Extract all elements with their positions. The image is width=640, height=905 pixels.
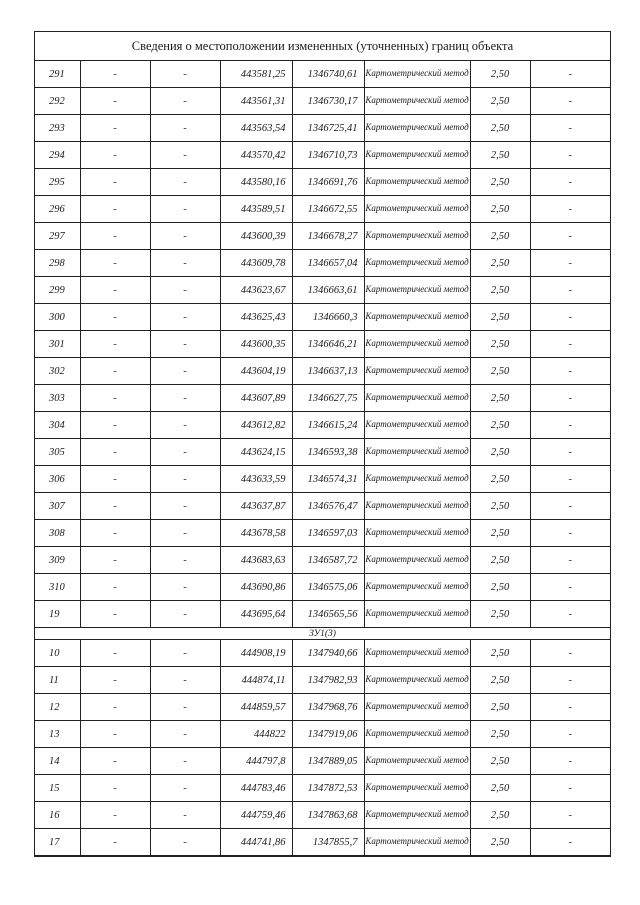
method-cell: Картометрический метод — [364, 667, 470, 694]
prev-x-cell: - — [80, 115, 150, 142]
prev-y-cell: - — [150, 169, 220, 196]
prev-x-cell: - — [80, 574, 150, 601]
table-row — [35, 385, 610, 412]
x-coordinate-cell: 444874,11 — [220, 667, 292, 694]
prev-x-cell: - — [80, 721, 150, 748]
accuracy-cell: 2,50 — [470, 601, 530, 628]
table-row — [35, 61, 610, 88]
table-row — [35, 601, 610, 628]
group-separator — [35, 628, 610, 640]
point-number-cell: 307 — [35, 493, 80, 520]
table-row — [35, 667, 610, 694]
y-coordinate-cell: 1347919,06 — [292, 721, 364, 748]
accuracy-cell: 2,50 — [470, 439, 530, 466]
method-cell: Картометрический метод — [364, 802, 470, 829]
prev-x-cell: - — [80, 196, 150, 223]
accuracy-cell: 2,50 — [470, 304, 530, 331]
point-number-cell: 17 — [35, 829, 80, 856]
accuracy-cell: 2,50 — [470, 169, 530, 196]
method-cell: Картометрический метод — [364, 358, 470, 385]
x-coordinate-cell: 443570,42 — [220, 142, 292, 169]
description-cell: - — [530, 721, 610, 748]
x-coordinate-cell: 443607,89 — [220, 385, 292, 412]
prev-y-cell: - — [150, 196, 220, 223]
prev-x-cell: - — [80, 250, 150, 277]
table-row — [35, 115, 610, 142]
x-coordinate-cell: 444741,86 — [220, 829, 292, 856]
description-cell: - — [530, 520, 610, 547]
y-coordinate-cell: 1346725,41 — [292, 115, 364, 142]
prev-x-cell: - — [80, 142, 150, 169]
description-cell: - — [530, 667, 610, 694]
point-number-cell: 16 — [35, 802, 80, 829]
accuracy-cell: 2,50 — [470, 115, 530, 142]
method-cell: Картометрический метод — [364, 640, 470, 667]
x-coordinate-cell: 443612,82 — [220, 412, 292, 439]
x-coordinate-cell: 443600,35 — [220, 331, 292, 358]
x-coordinate-cell: 443637,87 — [220, 493, 292, 520]
table-row — [35, 493, 610, 520]
prev-y-cell: - — [150, 250, 220, 277]
accuracy-cell: 2,50 — [470, 829, 530, 856]
description-cell: - — [530, 601, 610, 628]
method-cell: Картометрический метод — [364, 331, 470, 358]
description-cell: - — [530, 88, 610, 115]
y-coordinate-cell: 1347872,53 — [292, 775, 364, 802]
y-coordinate-cell: 1346710,73 — [292, 142, 364, 169]
method-cell: Картометрический метод — [364, 142, 470, 169]
y-coordinate-cell: 1347968,76 — [292, 694, 364, 721]
prev-x-cell: - — [80, 748, 150, 775]
points-group-1 — [35, 61, 610, 628]
point-number-cell: 309 — [35, 547, 80, 574]
method-cell: Картометрический метод — [364, 829, 470, 856]
method-cell: Картометрический метод — [364, 385, 470, 412]
x-coordinate-cell: 444859,57 — [220, 694, 292, 721]
table-row — [35, 250, 610, 277]
point-number-cell: 14 — [35, 748, 80, 775]
prev-y-cell: - — [150, 694, 220, 721]
accuracy-cell: 2,50 — [470, 520, 530, 547]
x-coordinate-cell: 443580,16 — [220, 169, 292, 196]
accuracy-cell: 2,50 — [470, 358, 530, 385]
y-coordinate-cell: 1346646,21 — [292, 331, 364, 358]
accuracy-cell: 2,50 — [470, 667, 530, 694]
prev-y-cell: - — [150, 439, 220, 466]
method-cell: Картометрический метод — [364, 196, 470, 223]
method-cell: Картометрический метод — [364, 277, 470, 304]
method-cell: Картометрический метод — [364, 250, 470, 277]
table-row — [35, 775, 610, 802]
description-cell: - — [530, 775, 610, 802]
point-number-cell: 10 — [35, 640, 80, 667]
prev-y-cell: - — [150, 88, 220, 115]
table-row — [35, 574, 610, 601]
point-number-cell: 295 — [35, 169, 80, 196]
prev-y-cell: - — [150, 520, 220, 547]
y-coordinate-cell: 1347889,05 — [292, 748, 364, 775]
prev-x-cell: - — [80, 88, 150, 115]
table-row — [35, 547, 610, 574]
table-row — [35, 412, 610, 439]
point-number-cell: 15 — [35, 775, 80, 802]
prev-x-cell: - — [80, 385, 150, 412]
method-cell: Картометрический метод — [364, 520, 470, 547]
x-coordinate-cell: 443589,51 — [220, 196, 292, 223]
point-number-cell: 297 — [35, 223, 80, 250]
x-coordinate-cell: 444783,46 — [220, 775, 292, 802]
prev-y-cell: - — [150, 331, 220, 358]
table-row — [35, 802, 610, 829]
y-coordinate-cell: 1346593,38 — [292, 439, 364, 466]
prev-x-cell: - — [80, 694, 150, 721]
accuracy-cell: 2,50 — [470, 385, 530, 412]
prev-x-cell: - — [80, 547, 150, 574]
description-cell: - — [530, 748, 610, 775]
prev-x-cell: - — [80, 61, 150, 88]
point-number-cell: 306 — [35, 466, 80, 493]
prev-x-cell: - — [80, 331, 150, 358]
y-coordinate-cell: 1346574,31 — [292, 466, 364, 493]
boundary-coordinates-document — [34, 31, 611, 857]
description-cell: - — [530, 439, 610, 466]
accuracy-cell: 2,50 — [470, 775, 530, 802]
method-cell: Картометрический метод — [364, 694, 470, 721]
accuracy-cell: 2,50 — [470, 61, 530, 88]
x-coordinate-cell: 443633,59 — [220, 466, 292, 493]
description-cell: - — [530, 169, 610, 196]
x-coordinate-cell: 444759,46 — [220, 802, 292, 829]
description-cell: - — [530, 115, 610, 142]
method-cell: Картометрический метод — [364, 721, 470, 748]
method-cell: Картометрический метод — [364, 493, 470, 520]
y-coordinate-cell: 1346672,55 — [292, 196, 364, 223]
table-row — [35, 439, 610, 466]
description-cell: - — [530, 493, 610, 520]
point-number-cell: 305 — [35, 439, 80, 466]
method-cell: Картометрический метод — [364, 223, 470, 250]
table-row — [35, 196, 610, 223]
prev-x-cell: - — [80, 775, 150, 802]
y-coordinate-cell: 1347863,68 — [292, 802, 364, 829]
point-number-cell: 308 — [35, 520, 80, 547]
description-cell: - — [530, 694, 610, 721]
prev-x-cell: - — [80, 520, 150, 547]
x-coordinate-cell: 443683,63 — [220, 547, 292, 574]
x-coordinate-cell: 443563,54 — [220, 115, 292, 142]
y-coordinate-cell: 1346615,24 — [292, 412, 364, 439]
prev-y-cell: - — [150, 358, 220, 385]
prev-x-cell: - — [80, 304, 150, 331]
description-cell: - — [530, 196, 610, 223]
accuracy-cell: 2,50 — [470, 640, 530, 667]
y-coordinate-cell: 1346740,61 — [292, 61, 364, 88]
document-title: Сведения о местоположении измененных (уточненных) границ объекта — [35, 32, 610, 61]
accuracy-cell: 2,50 — [470, 88, 530, 115]
accuracy-cell: 2,50 — [470, 802, 530, 829]
accuracy-cell: 2,50 — [470, 493, 530, 520]
x-coordinate-cell: 444908,19 — [220, 640, 292, 667]
point-number-cell: 299 — [35, 277, 80, 304]
description-cell: - — [530, 574, 610, 601]
x-coordinate-cell: 443609,78 — [220, 250, 292, 277]
method-cell: Картометрический метод — [364, 115, 470, 142]
prev-x-cell: - — [80, 493, 150, 520]
method-cell: Картометрический метод — [364, 439, 470, 466]
accuracy-cell: 2,50 — [470, 331, 530, 358]
method-cell: Картометрический метод — [364, 601, 470, 628]
prev-y-cell: - — [150, 601, 220, 628]
y-coordinate-cell: 1347855,7 — [292, 829, 364, 856]
point-number-cell: 294 — [35, 142, 80, 169]
table-row — [35, 331, 610, 358]
prev-x-cell: - — [80, 439, 150, 466]
point-number-cell: 292 — [35, 88, 80, 115]
x-coordinate-cell: 443695,64 — [220, 601, 292, 628]
accuracy-cell: 2,50 — [470, 223, 530, 250]
method-cell: Картометрический метод — [364, 775, 470, 802]
point-number-cell: 293 — [35, 115, 80, 142]
x-coordinate-cell: 443561,31 — [220, 88, 292, 115]
table-row — [35, 88, 610, 115]
description-cell: - — [530, 61, 610, 88]
description-cell: - — [530, 466, 610, 493]
y-coordinate-cell: 1347982,93 — [292, 667, 364, 694]
prev-x-cell: - — [80, 277, 150, 304]
prev-y-cell: - — [150, 574, 220, 601]
description-cell: - — [530, 358, 610, 385]
x-coordinate-cell: 443678,58 — [220, 520, 292, 547]
table-row — [35, 358, 610, 385]
table-row — [35, 520, 610, 547]
group-label: ЗУ1(3) — [35, 628, 610, 640]
accuracy-cell: 2,50 — [470, 250, 530, 277]
table-row — [35, 277, 610, 304]
table-row — [35, 223, 610, 250]
points-group-2 — [35, 640, 610, 856]
accuracy-cell: 2,50 — [470, 694, 530, 721]
accuracy-cell: 2,50 — [470, 574, 530, 601]
method-cell: Картометрический метод — [364, 412, 470, 439]
y-coordinate-cell: 1346637,13 — [292, 358, 364, 385]
method-cell: Картометрический метод — [364, 547, 470, 574]
y-coordinate-cell: 1346730,17 — [292, 88, 364, 115]
method-cell: Картометрический метод — [364, 748, 470, 775]
prev-y-cell: - — [150, 466, 220, 493]
accuracy-cell: 2,50 — [470, 748, 530, 775]
table-row — [35, 694, 610, 721]
method-cell: Картометрический метод — [364, 466, 470, 493]
point-number-cell: 300 — [35, 304, 80, 331]
description-cell: - — [530, 640, 610, 667]
accuracy-cell: 2,50 — [470, 721, 530, 748]
point-number-cell: 11 — [35, 667, 80, 694]
accuracy-cell: 2,50 — [470, 142, 530, 169]
prev-y-cell: - — [150, 775, 220, 802]
y-coordinate-cell: 1346627,75 — [292, 385, 364, 412]
point-number-cell: 13 — [35, 721, 80, 748]
table-row — [35, 721, 610, 748]
prev-y-cell: - — [150, 412, 220, 439]
point-number-cell: 296 — [35, 196, 80, 223]
y-coordinate-cell: 1346576,47 — [292, 493, 364, 520]
point-number-cell: 12 — [35, 694, 80, 721]
prev-x-cell: - — [80, 667, 150, 694]
group-label-row — [35, 628, 610, 640]
accuracy-cell: 2,50 — [470, 466, 530, 493]
prev-x-cell: - — [80, 169, 150, 196]
prev-y-cell: - — [150, 61, 220, 88]
prev-y-cell: - — [150, 223, 220, 250]
x-coordinate-cell: 443581,25 — [220, 61, 292, 88]
x-coordinate-cell: 444822 — [220, 721, 292, 748]
description-cell: - — [530, 385, 610, 412]
x-coordinate-cell: 444797,8 — [220, 748, 292, 775]
x-coordinate-cell: 443625,43 — [220, 304, 292, 331]
description-cell: - — [530, 829, 610, 856]
description-cell: - — [530, 223, 610, 250]
point-number-cell: 19 — [35, 601, 80, 628]
y-coordinate-cell: 1346565,56 — [292, 601, 364, 628]
description-cell: - — [530, 304, 610, 331]
table-row — [35, 142, 610, 169]
y-coordinate-cell: 1346587,72 — [292, 547, 364, 574]
description-cell: - — [530, 802, 610, 829]
description-cell: - — [530, 412, 610, 439]
x-coordinate-cell: 443624,15 — [220, 439, 292, 466]
table-row — [35, 829, 610, 856]
accuracy-cell: 2,50 — [470, 277, 530, 304]
prev-x-cell: - — [80, 640, 150, 667]
table-row — [35, 466, 610, 493]
prev-y-cell: - — [150, 748, 220, 775]
y-coordinate-cell: 1346575,06 — [292, 574, 364, 601]
prev-y-cell: - — [150, 721, 220, 748]
method-cell: Картометрический метод — [364, 304, 470, 331]
accuracy-cell: 2,50 — [470, 412, 530, 439]
point-number-cell: 302 — [35, 358, 80, 385]
prev-x-cell: - — [80, 466, 150, 493]
method-cell: Картометрический метод — [364, 61, 470, 88]
coordinates-table — [35, 61, 610, 856]
prev-y-cell: - — [150, 277, 220, 304]
prev-x-cell: - — [80, 412, 150, 439]
point-number-cell: 298 — [35, 250, 80, 277]
y-coordinate-cell: 1346657,04 — [292, 250, 364, 277]
table-row — [35, 304, 610, 331]
prev-y-cell: - — [150, 829, 220, 856]
prev-y-cell: - — [150, 667, 220, 694]
table-row — [35, 169, 610, 196]
x-coordinate-cell: 443600,39 — [220, 223, 292, 250]
x-coordinate-cell: 443690,86 — [220, 574, 292, 601]
description-cell: - — [530, 277, 610, 304]
prev-x-cell: - — [80, 601, 150, 628]
y-coordinate-cell: 1347940,66 — [292, 640, 364, 667]
prev-y-cell: - — [150, 115, 220, 142]
x-coordinate-cell: 443604,19 — [220, 358, 292, 385]
point-number-cell: 301 — [35, 331, 80, 358]
table-row — [35, 748, 610, 775]
method-cell: Картометрический метод — [364, 169, 470, 196]
y-coordinate-cell: 1346678,27 — [292, 223, 364, 250]
prev-x-cell: - — [80, 802, 150, 829]
prev-y-cell: - — [150, 385, 220, 412]
prev-x-cell: - — [80, 223, 150, 250]
y-coordinate-cell: 1346663,61 — [292, 277, 364, 304]
prev-y-cell: - — [150, 802, 220, 829]
prev-y-cell: - — [150, 640, 220, 667]
method-cell: Картометрический метод — [364, 574, 470, 601]
point-number-cell: 303 — [35, 385, 80, 412]
description-cell: - — [530, 250, 610, 277]
table-row — [35, 640, 610, 667]
method-cell: Картометрический метод — [364, 88, 470, 115]
prev-y-cell: - — [150, 493, 220, 520]
description-cell: - — [530, 547, 610, 574]
accuracy-cell: 2,50 — [470, 547, 530, 574]
prev-y-cell: - — [150, 547, 220, 574]
x-coordinate-cell: 443623,67 — [220, 277, 292, 304]
point-number-cell: 304 — [35, 412, 80, 439]
prev-y-cell: - — [150, 142, 220, 169]
description-cell: - — [530, 331, 610, 358]
y-coordinate-cell: 1346597,03 — [292, 520, 364, 547]
point-number-cell: 310 — [35, 574, 80, 601]
y-coordinate-cell: 1346691,76 — [292, 169, 364, 196]
prev-x-cell: - — [80, 829, 150, 856]
prev-x-cell: - — [80, 358, 150, 385]
prev-y-cell: - — [150, 304, 220, 331]
point-number-cell: 291 — [35, 61, 80, 88]
description-cell: - — [530, 142, 610, 169]
y-coordinate-cell: 1346660,3 — [292, 304, 364, 331]
accuracy-cell: 2,50 — [470, 196, 530, 223]
